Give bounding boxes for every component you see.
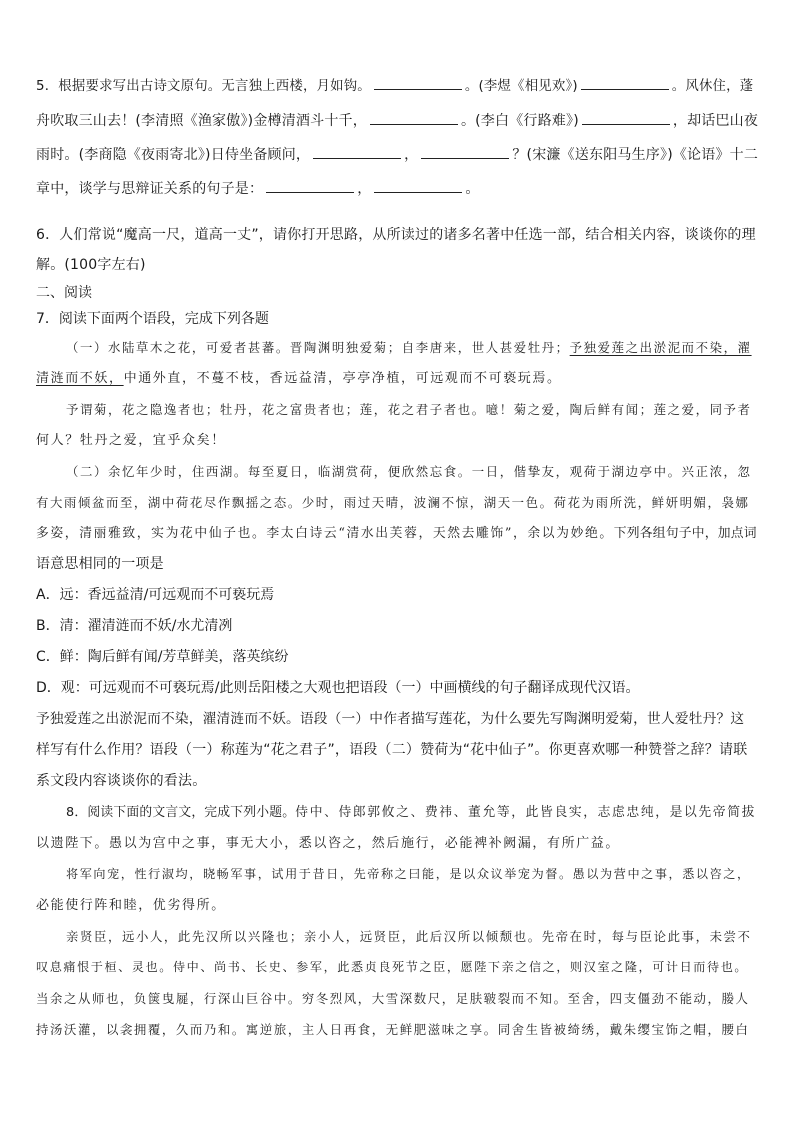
q5-text: 。(李白《行路难》) [460,113,579,129]
q7-passage-1b-line-1: 予谓菊，花之隐逸者也；牡丹，花之富贵者也；莲，花之君子者也。噫！菊之爱，陶后鲜有闻；莲之爱，同予者 [66,402,752,417]
q6-line-2: 解。(100字左右) [36,257,146,273]
option-c[interactable]: C．鲜：陶后鲜有闻/芳草鲜美，落英缤纷 [36,649,289,665]
q5-text: ，却话巴山夜 [672,113,759,129]
q5-text: 5．根据要求写出古诗文原句。无言独上西楼，月如钩。 [36,79,371,94]
q5-line-2 [36,104,758,138]
question-6 [36,220,758,280]
underlined-sentence: 予独爱莲之出淤泥而不染，濯 [569,340,752,355]
q8-line-6: 叹息痛恨于桓、灵也。侍中、尚书、长史、参军，此悉贞良死节之臣，愿陛下亲之信之，则汉室之隆，可计日而待也。 [36,960,749,974]
q5-text: ？(宋濂《送东阳马生序》)《论语》十二 [512,147,759,163]
q8-line-8: 持汤沃灌，以衾拥覆，久而乃和。寓逆旅，主人日再食，无鲜肥滋味之享。同舍生皆被绮绣，戴朱缨宝饰之帽，腰白 [36,1022,750,1037]
q7-passage-2-line-2: 有大雨倾盆而至，湖中荷花尽作飘摇之态。少时，雨过天晴，波澜不惊，湖天一色。荷花为雨所洗，鲜妍明媚，袅娜 [36,495,750,510]
q5-text: ， [357,181,372,197]
question-text: 下列各组句子中，加点词 [613,526,757,541]
q7-passage-1-line-2 [36,363,758,394]
answer-blank[interactable] [370,123,458,125]
answer-blank[interactable] [374,88,462,90]
q8-line-5: 亲贤臣，远小人，此先汉所以兴隆也；亲小人，远贤臣，此后汉所以倾颓也。先帝在时，每与臣论此事，未尝不 [66,929,752,944]
option-b[interactable]: B．清：濯清涟而不妖/水尤清冽 [36,618,233,634]
q5-line-4 [36,172,758,206]
q7-subquestion-line-2: 样写有什么作用？语段（一）称莲为“花之君子”，语段（二）赞荷为“花中仙子”。你更喜欢哪一种赞誉之辞？请联 [36,742,748,758]
answer-blank[interactable] [266,191,354,193]
q5-text: 章中，谈学与思辩证关系的句子是： [36,181,264,197]
q7-passage-1-line-1 [36,332,758,363]
passage-text: 侍中、侍郎郭攸之、费祎、董允等，此皆良实，志虑忠纯，是以先帝简拔 [295,805,756,820]
option-a[interactable]: A．远：香远益清/可远观而不可亵玩焉 [36,587,275,603]
q8-line-1 [36,797,758,828]
q5-text: 雨时。(李商隐《夜雨寄北》)日侍坐备顾问， [36,147,311,163]
option-d[interactable]: D．观：可远观而不可亵玩焉/此则岳阳楼之大观也把语段（一）中画横线的句子翻译成现代汉语。 [36,680,640,696]
question-5 [36,70,758,206]
q7-subquestion-line-1: 予独爱莲之出淤泥而不染，濯清涟而不妖。语段（一）中作者描写莲花，为什么要先写陶渊明爱菊，世人爱牡丹？这 [36,711,745,727]
q5-text: 。风休住，蓬 [671,79,754,94]
passage-text: （一）水陆草木之花，可爱者甚蕃。晋陶渊明独爱菊；自李唐来，世人甚爱牡丹； [66,340,570,355]
q7-title: 7．阅读下面两个语段，完成下列各题 [36,311,269,327]
document-page [36,70,758,1045]
q8-line-3: 将军向宠，性行淑均，晓畅军事，试用于昔日，先帝称之曰能，是以众议举宠为督。愚以为营中之事，悉以咨之， [66,867,751,881]
q5-line-1 [36,70,758,104]
q8-line-4: 必能使行阵和睦，优劣得所。 [36,898,226,913]
q5-text: ， [404,147,419,163]
q7-question-stem: 语意思相同的一项是 [36,556,164,572]
question-text: 8．阅读下面的文言文，完成下列小题。 [66,805,296,820]
q7-passage-2-line-1: （二）余忆年少时，住西湖。每至夏日，临湖赏荷，便欣然忘食。一日，偕挚友，观荷于湖边亭中。兴正浓，忽 [66,464,752,479]
q6-line-1: 6．人们常说“魔高一尺，道高一丈”，请你打开思路，从所读过的诸多名著中任选一部，结合相关内容，谈谈你的理 [36,227,756,243]
answer-blank[interactable] [582,123,670,125]
q5-text: 舟吹取三山去！(李清照《渔家傲》)金樽清酒斗十千， [36,113,367,129]
question-7 [36,306,758,797]
q5-text: 。(李煜《相见欢》) [464,79,578,94]
q7-subquestion-line-3: 系文段内容谈谈你的看法。 [36,773,207,789]
question-8 [36,797,758,1045]
section-title: 二、阅读 [36,285,92,301]
q8-line-2: 以遗陛下。愚以为宫中之事，事无大小，悉以咨之，然后施行，必能裨补阙漏，有所广益。 [36,836,621,851]
passage-text: 中通外直，不蔓不枝，香远益清，亭亭净植，可远观而不可亵玩焉。 [123,371,562,386]
answer-blank[interactable] [581,88,669,90]
q5-line-3 [36,138,758,172]
answer-blank[interactable] [313,157,401,159]
q8-line-7: 当余之从师也，负箧曳屣，行深山巨谷中。穷冬烈风，大雪深数尺，足肤皲裂而不知。至舍，四支僵劲不能动，媵人 [36,991,750,1006]
answer-blank[interactable] [421,157,509,159]
q7-passage-2-line-3 [36,518,758,549]
answer-blank[interactable] [374,191,462,193]
spacer [36,206,758,220]
q5-text: 。 [465,181,480,197]
underlined-sentence: 清涟而不妖， [36,371,124,386]
passage-text: 多姿，清丽雅致，实为花中仙子也。李太白诗云“清水出芙蓉，天然去雕饰”，余以为妙绝。 [36,526,614,541]
q7-passage-1b-line-2: 何人？牡丹之爱，宜乎众矣！ [36,433,226,448]
